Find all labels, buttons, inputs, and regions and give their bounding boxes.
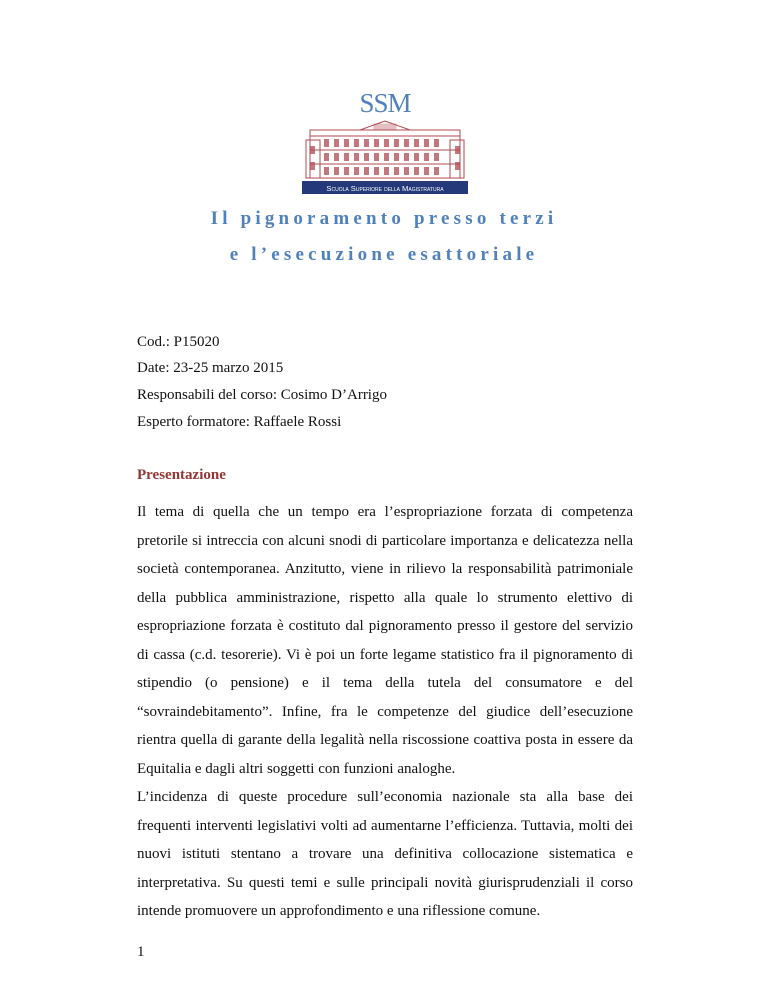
presentation-paragraph-2: L’incidenza di queste procedure sull’economia nazionale sta alla base dei frequenti interventi legislativi volti ad aumentarne l’efficienza. Tuttavia, molti dei nuovi istituti stentano a trovare una definitiva collocazione sistematica e interpretativa. Su questi temi e sulle principali novità giurisprudenziali il corso intende promuovere un approfondimento e una riflessione comune. — [137, 789, 633, 919]
course-trainer: Esperto formatore: Raffaele Rossi — [137, 414, 342, 430]
course-managers: Responsabili del corso: Cosimo D’Arrigo — [137, 387, 387, 403]
villa-illustration — [306, 121, 464, 178]
logo-acronym: SSM — [359, 88, 411, 118]
document-title-line-2: e l’esecuzione esattoriale — [229, 244, 539, 265]
course-dates: Date: 23-25 marzo 2015 — [137, 360, 284, 376]
course-code: Cod.: P15020 — [137, 334, 220, 350]
presentation-heading: Presentazione — [137, 467, 226, 483]
document-title-line-1: Il pignoramento presso terzi — [210, 208, 558, 229]
ssm-logo — [302, 66, 468, 196]
presentation-paragraph-1: Il tema di quella che un tempo era l’espropriazione forzata di competenza pretorile si intreccia con alcuni snodi di particolare importanza e delicatezza nella società contemporanea. Anzitutto, viene in rilievo la responsabilità patrimoniale della pubblica amministrazione, rispetto alla quale lo strumento elettivo di espropriazione forzata è costituto dal pignoramento presso il gestore del servizio di cassa (c.d. tesorerie). Vi è poi un forte legame statistico fra il pignoramento di stipendio (o pensione) e il tema della tutela del consumatore e del “sovraindebitamento”. Infine, fra le competenze del giudice dell’esecuzione rientra quella di garante della legalità nella riscossione coattiva posta in essere da Equitalia e dagli altri soggetti con funzioni analoghe. — [137, 504, 633, 777]
presentation-body — [137, 498, 633, 926]
logo-caption: Scuola Superiore della Magistratura — [326, 184, 444, 193]
page-number: 1 — [137, 944, 145, 960]
